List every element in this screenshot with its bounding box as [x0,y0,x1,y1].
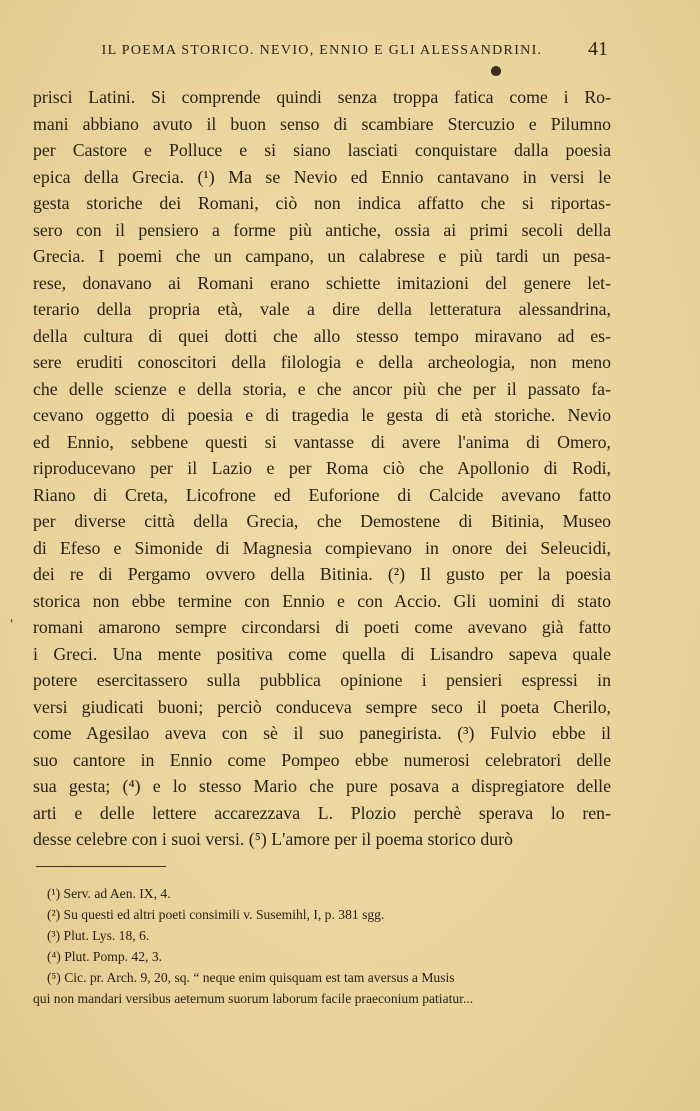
page-number: 41 [588,38,608,60]
text-line: mani abbiano avuto il buon senso di scambiare Stercuzio e Pilumno [33,113,611,134]
footnote-continuation: qui non mandari versibus aeternum suorum laborum facile praeconium patiatur... [33,991,474,1006]
footnote-rule [36,866,166,867]
text-line: rese, donavano ai Romani erano schiette imitazioni del genere let- [33,272,611,293]
text-line: i Greci. Una mente positiva come quella di Lisandro sapeva quale [33,643,611,664]
text-line: che delle scienze e della storia, e che ancor più che per il passato fa- [33,378,611,399]
text-line: della cultura di quei dotti che allo stesso tempo miravano ad es- [33,325,611,346]
running-title: IL POEMA STORICO. NEVIO, ENNIO E GLI ALESSANDRINI. [101,43,543,58]
text-line: prisci Latini. Si comprende quindi senza troppa fatica come i Ro- [33,87,611,107]
text-line: storica non ebbe termine con Ennio e con Accio. Gli uomini di stato [33,590,611,611]
text-line: Riano di Creta, Licofrone ed Euforione di Calcide avevano fatto [33,484,611,505]
text-line: come Agesilao aveva con sè il suo panegirista. (³) Fulvio ebbe il [33,723,611,743]
text-line: desse celebre con i suoi versi. (⁵) L'amore per il poema storico durò [33,829,513,849]
text-line: di Efeso e Simonide di Magnesia compievano in onore dei Seleucidi, [33,537,611,558]
footnote-text: (¹) Serv. ad Aen. IX, 4. [47,886,171,901]
text-line: cevano oggetto di poesia e di tragedia le gesta di età storiche. Nevio [33,405,611,425]
footnote-text: (³) Plut. Lys. 18, 6. [47,928,150,943]
text-line: terario della propria età, vale a dire della letteratura alessandrina, [33,299,611,319]
margin-mark: ' [10,617,14,631]
footnote [33,967,613,988]
text-line: Grecia. I poemi che un campano, un calabrese e più tardi un pesa- [33,246,611,266]
text-line: dei re di Pergamo ovvero della Bitinia. (²) Il gusto per la poesia [33,564,611,584]
text-line: riproducevano per il Lazio e per Roma ciò che Apollonio di Rodi, [33,458,611,478]
footnote-text: (⁴) Plut. Pomp. 42, 3. [47,949,163,964]
footnote-text: (⁵) Cic. pr. Arch. 9, 20, sq. “ neque enim quisquam est tam aversus a Musis [47,970,455,985]
footnotes [33,883,613,1009]
text-line: sere eruditi conoscitori della filologia e della archeologia, non meno [33,352,611,372]
footnote [33,883,613,904]
body-text [33,84,611,853]
text-line: epica della Grecia. (¹) Ma se Nevio ed Ennio cantavano in versi le [33,166,611,187]
text-line: gesta storiche dei Romani, ciò non indica affatto che si riportas- [33,193,611,213]
text-line: sero con il pensiero a forme più antiche, ossia ai primi secoli della [33,219,611,240]
text-line: sua gesta; (⁴) e lo stesso Mario che pure posava a dispregiatore delle [33,776,611,796]
text-line: per diverse città della Grecia, che Demostene di Bitinia, Museo [33,511,611,531]
footnote-text: (²) Su questi ed altri poeti consimili v. Susemihl, I, p. 381 sgg. [47,907,385,922]
text-line: potere esercitassero sulla pubblica opinione i pensieri espressi in [33,670,611,690]
footnote [33,925,613,946]
text-line: suo cantore in Ennio come Pompeo ebbe numerosi celebratori delle [33,749,611,770]
text-line: arti e delle lettere accarezzava L. Plozio perchè sperava lo ren- [33,802,611,823]
footnote [33,904,613,925]
text-line: per Castore e Polluce e si siano lasciati conquistare dalla poesia [33,140,611,160]
ink-ornament [491,66,501,76]
text-line: versi giudicati buoni; perciò conduceva sempre seco il poeta Cherilo, [33,696,611,717]
footnote [33,946,613,967]
text-line: ed Ennio, sebbene questi si vantasse di avere l'anima di Omero, [33,431,611,452]
text-line: romani amarono sempre circondarsi di poeti come avevano già fatto [33,617,611,637]
